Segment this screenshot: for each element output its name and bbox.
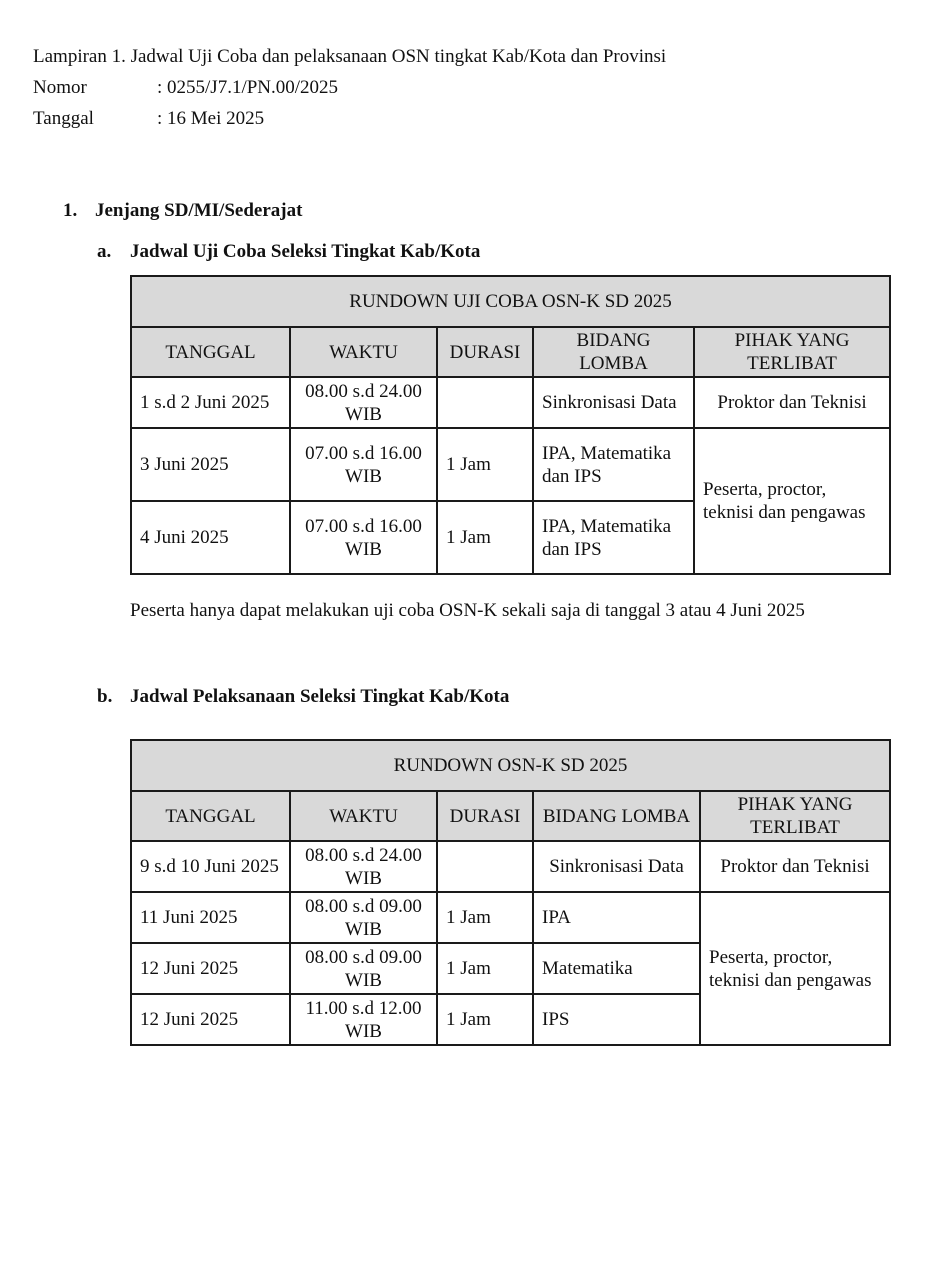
attachment-title: Lampiran 1. Jadwal Uji Coba dan pelaksanaan OSN tingkat Kab/Kota dan Provinsi <box>33 46 667 67</box>
cell-waktu: 08.00 s.d 24.00 WIB <box>290 377 437 428</box>
cell-waktu: 08.00 s.d 09.00 WIB <box>290 892 437 943</box>
table-row <box>131 428 890 501</box>
cell-bidang: IPS <box>533 994 700 1045</box>
trial-note: Peserta hanya dapat melakukan uji coba OSN-K sekali saja di tanggal 3 atau 4 Juni 2025 <box>130 600 805 621</box>
sub-b-letter: b. <box>97 686 113 707</box>
cell-pihak: Peserta, proctor, teknisi dan pengawas <box>694 428 890 574</box>
section-title: Jenjang SD/MI/Sederajat <box>95 200 303 221</box>
sub-a-title: Jadwal Uji Coba Seleksi Tingkat Kab/Kota <box>130 241 481 262</box>
section-number: 1. <box>63 200 78 221</box>
cell-bidang: Sinkronisasi Data <box>533 377 694 428</box>
cell-durasi: 1 Jam <box>437 943 533 994</box>
nomor-label: Nomor <box>33 77 87 98</box>
cell-durasi: 1 Jam <box>437 501 533 574</box>
sub-b-title: Jadwal Pelaksanaan Seleksi Tingkat Kab/Kota <box>130 686 510 707</box>
col-header-waktu: WAKTU <box>290 327 437 377</box>
cell-tanggal: 1 s.d 2 Juni 2025 <box>131 377 290 428</box>
cell-durasi <box>437 377 533 428</box>
cell-tanggal: 11 Juni 2025 <box>131 892 290 943</box>
cell-bidang: IPA <box>533 892 700 943</box>
cell-tanggal: 12 Juni 2025 <box>131 943 290 994</box>
cell-pihak: Proktor dan Teknisi <box>694 377 890 428</box>
table-row <box>131 841 890 892</box>
cell-durasi <box>437 841 533 892</box>
selection-schedule-table <box>130 739 891 1046</box>
cell-waktu: 11.00 s.d 12.00 WIB <box>290 994 437 1045</box>
table-title-row <box>131 740 890 791</box>
trial-schedule-table <box>130 275 891 575</box>
cell-pihak: Proktor dan Teknisi <box>700 841 890 892</box>
cell-tanggal: 3 Juni 2025 <box>131 428 290 501</box>
col-header-waktu: WAKTU <box>290 791 437 841</box>
cell-waktu: 07.00 s.d 16.00 WIB <box>290 428 437 501</box>
table-row <box>131 377 890 428</box>
col-header-bidang: BIDANG LOMBA <box>533 791 700 841</box>
col-header-pihak: PIHAK YANG TERLIBAT <box>694 327 890 377</box>
cell-tanggal: 9 s.d 10 Juni 2025 <box>131 841 290 892</box>
table-header-row <box>131 327 890 377</box>
col-header-tanggal: TANGGAL <box>131 791 290 841</box>
cell-durasi: 1 Jam <box>437 892 533 943</box>
cell-bidang: IPA, Matematika dan IPS <box>533 501 694 574</box>
cell-bidang: Sinkronisasi Data <box>533 841 700 892</box>
cell-bidang: IPA, Matematika dan IPS <box>533 428 694 501</box>
cell-tanggal: 12 Juni 2025 <box>131 994 290 1045</box>
cell-tanggal: 4 Juni 2025 <box>131 501 290 574</box>
cell-waktu: 07.00 s.d 16.00 WIB <box>290 501 437 574</box>
col-header-durasi: DURASI <box>437 791 533 841</box>
table-row <box>131 892 890 943</box>
col-header-bidang: BIDANG LOMBA <box>533 327 694 377</box>
cell-durasi: 1 Jam <box>437 994 533 1045</box>
table-title: RUNDOWN OSN-K SD 2025 <box>131 740 890 791</box>
table-header-row <box>131 791 890 841</box>
cell-waktu: 08.00 s.d 24.00 WIB <box>290 841 437 892</box>
cell-pihak: Peserta, proctor, teknisi dan pengawas <box>700 892 890 1045</box>
cell-durasi: 1 Jam <box>437 428 533 501</box>
col-header-pihak: PIHAK YANG TERLIBAT <box>700 791 890 841</box>
tanggal-label: Tanggal <box>33 108 94 129</box>
table-title: RUNDOWN UJI COBA OSN-K SD 2025 <box>131 276 890 327</box>
col-header-durasi: DURASI <box>437 327 533 377</box>
sub-a-letter: a. <box>97 241 112 262</box>
nomor-value: : 0255/J7.1/PN.00/2025 <box>157 77 339 98</box>
table-title-row <box>131 276 890 327</box>
tanggal-value: : 16 Mei 2025 <box>157 108 265 129</box>
col-header-tanggal: TANGGAL <box>131 327 290 377</box>
cell-waktu: 08.00 s.d 09.00 WIB <box>290 943 437 994</box>
cell-bidang: Matematika <box>533 943 700 994</box>
